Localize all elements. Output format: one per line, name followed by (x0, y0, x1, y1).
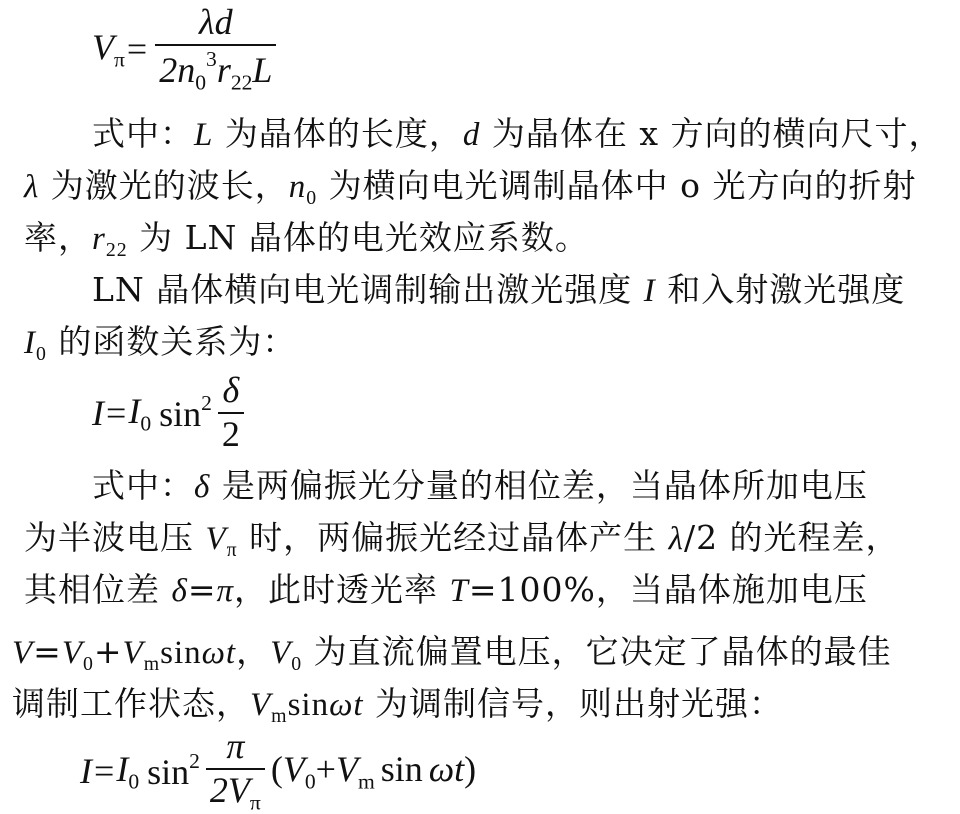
para1-line2: λ 为激光的波长，$n_0$ 为横向电光调制晶体中 o 光方向的折射 (24, 166, 917, 209)
eq3-sin: $\sin^2$ (147, 748, 200, 793)
equation-output-intensity (80, 728, 476, 814)
eq1-numerator: λd (199, 2, 233, 42)
eq1-equals: = (126, 29, 148, 70)
eq2-denominator: 2 (218, 412, 244, 454)
eq3-bracket-expression: ($V_0+V_m$ sin ωt) (270, 748, 477, 794)
para3-line2: 为半波电压 $V_\pi$ 时，两偏振光经过晶体产生 λ/2 的光程差， (24, 518, 900, 561)
eq3-denominator: $2V_\pi$ (206, 768, 265, 814)
eq2-i0: $I_0$ (128, 390, 152, 436)
equation-half-wave-voltage (92, 4, 282, 94)
eq1-lhs: $V_\pi$ (92, 26, 125, 72)
para1-line3: 率，$r_{22}$ 为 LN 晶体的电光效应系数。 (24, 218, 589, 261)
para3-line5: 调制工作状态，$V_m\sin\omega t$ 为调制信号，则出射光强： (12, 684, 784, 727)
para2-line1: LN 晶体横向电光调制输出激光强度 I 和入射激光强度 (92, 270, 906, 309)
equation-intensity (92, 372, 250, 454)
eq3-i0: $I_0$ (116, 748, 140, 794)
eq3-fraction (206, 728, 265, 814)
para3-line3: 其相位差 δ=π，此时透光率 T=100%，当晶体施加电压 (24, 570, 868, 609)
para2-line2: $I_0$ 的函数关系为： (24, 322, 297, 365)
eq2-numerator: δ (222, 370, 240, 410)
eq3-numerator: π (226, 726, 245, 766)
eq2-sin: $\sin^2$ (159, 390, 212, 434)
para3-line4: $V=V_0+V_m\sin\omega t$，$V_0$ 为直流偏置电压，它决定了晶体的最佳 (12, 632, 892, 675)
eq2-equals: = (106, 392, 127, 433)
eq1-denominator: $2n_0^3r_{22}L$ (155, 44, 276, 94)
eq2-fraction (218, 372, 244, 454)
eq3-lhs: I (80, 751, 92, 791)
eq3-equals: = (94, 751, 115, 791)
para1-line1: 式中：L 为晶体的长度，d 为晶体在 x 方向的横向尺寸， (92, 114, 943, 153)
para3-line1: 式中：δ 是两偏振光分量的相位差，当晶体所加电压 (92, 466, 868, 505)
eq1-fraction (155, 4, 276, 94)
eq2-lhs: I (92, 392, 104, 433)
